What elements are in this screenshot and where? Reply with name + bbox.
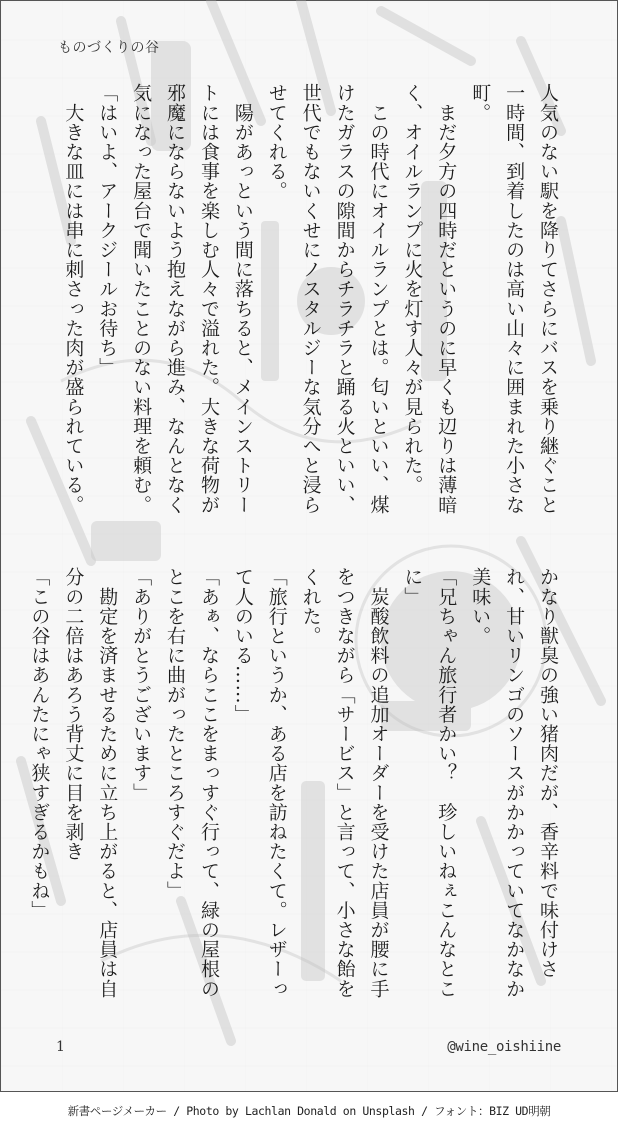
paragraph: この時代にオイルランプとは。匂いといい、煤けたガラスの隙間からチラチラと踊る火といい、世代でもないくせにノスタルジーな気分へと浸らせてくれる。 <box>265 83 390 515</box>
paragraph: かなり獣臭の強い猪肉だが、香辛料で味付けされ、甘いリンゴのソースがかかっていてなかなか美味い。 <box>469 567 559 999</box>
paragraph: 大きな皿には串に刺さった肉が盛られている。 <box>62 83 85 515</box>
body-text-block-lower <box>28 567 564 1003</box>
paragraph: 「この谷はあんたにゃ狭すぎるかもね」 <box>28 567 51 920</box>
body-text-block-upper <box>54 83 564 519</box>
paragraph: 「兄ちゃん旅行者かい？ 珍しいねぇこんなとこに」 <box>401 567 458 999</box>
paragraph: 炭酸飲料の追加オーダーを受けた店員が腰に手をつきながら「サービス」と言って、小さな飴をくれた。 <box>299 567 390 999</box>
paragraph: 「旅行というか、ある店を訪ねたくて。レザーって人のいる……」 <box>231 567 288 999</box>
running-title: ものづくりの谷 <box>58 40 160 56</box>
paragraph: 陽があっという間に落ちると、メインストリートには食事を楽しむ人々で溢れた。大きな荷物が邪魔にならないよう抱えながら進み、なんとなく気になった屋台で聞いたことのない料理を頼む。 <box>130 83 254 515</box>
paragraph: 人気のない駅を降りてさらにバスを乗り継ぐこと一時間、到着したのは高い山々に囲まれた小さな町。 <box>469 83 559 515</box>
paragraph: 「はいよ、アークジールお待ち」 <box>96 83 119 377</box>
paragraph: 「ありがとうございます」 <box>130 567 153 803</box>
paragraph: 勘定を済ませるために立ち上がると、店員は自分の二倍はあろう背丈に目を剥き <box>62 567 119 999</box>
author-handle: @wine_oishiine <box>447 1039 561 1055</box>
paragraph: まだ夕方の四時だというのに早くも辺りは薄暗く、オイルランプに火を灯す人々が見られた。 <box>401 83 458 515</box>
footer-credits: 新書ページメーカー / Photo by Lachlan Donald on Unsplash / フォント：BIZ UD明朝 <box>67 1104 551 1118</box>
paragraph: 「あぁ、ならここをまっすぐ行って、緑の屋根のとこを右に曲がったところすぐだよ」 <box>164 567 220 999</box>
page-number: 1 <box>56 1039 65 1055</box>
